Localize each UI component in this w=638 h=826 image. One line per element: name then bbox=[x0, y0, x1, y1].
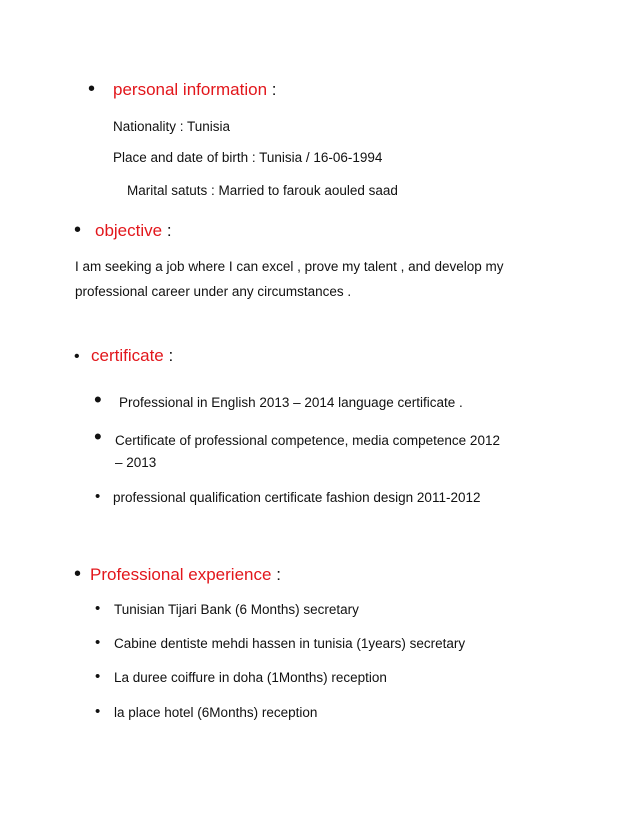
heading-colon: : bbox=[166, 221, 172, 240]
bullet-icon: • bbox=[95, 600, 101, 617]
experience-item: Cabine dentiste mehdi hassen in tunisia (1years) secretary bbox=[114, 636, 466, 651]
certificate-item-continuation: – 2013 bbox=[115, 455, 157, 470]
personal-information-heading bbox=[113, 80, 277, 100]
bullet-icon: • bbox=[95, 668, 101, 685]
heading-colon: : bbox=[271, 80, 277, 99]
professional-experience-title: Professional experience bbox=[90, 565, 272, 584]
experience-item: Tunisian Tijari Bank (6 Months) secretary bbox=[114, 602, 359, 617]
certificate-title: certificate bbox=[91, 346, 164, 365]
objective-text-line: professional career under any circumstances . bbox=[75, 284, 352, 299]
nationality-line: Nationality : Tunisia bbox=[113, 119, 231, 134]
bullet-icon: • bbox=[95, 703, 101, 720]
certificate-item: Certificate of professional competence, media competence 2012 bbox=[115, 433, 500, 448]
bullet-icon: • bbox=[95, 634, 101, 651]
experience-item: la place hotel (6Months) reception bbox=[114, 705, 318, 720]
bullet-icon: • bbox=[74, 219, 82, 241]
experience-item: La duree coiffure in doha (1Months) reception bbox=[114, 670, 387, 685]
marital-status-line: Marital satuts : Married to farouk aouled saad bbox=[127, 183, 398, 198]
personal-information-title: personal information bbox=[113, 80, 268, 99]
certificate-heading bbox=[91, 346, 173, 366]
bullet-icon: • bbox=[94, 424, 102, 449]
heading-colon: : bbox=[168, 346, 174, 365]
bullet-icon: • bbox=[95, 488, 101, 505]
bullet-icon: • bbox=[74, 563, 82, 585]
professional-experience-heading bbox=[90, 565, 281, 585]
heading-colon: : bbox=[276, 565, 281, 584]
certificate-item: professional qualification certificate fashion design 2011-2012 bbox=[113, 490, 481, 505]
bullet-icon: • bbox=[74, 348, 80, 365]
certificate-item: Professional in English 2013 – 2014 language certificate . bbox=[119, 395, 463, 410]
objective-text-line: I am seeking a job where I can excel , prove my talent , and develop my bbox=[75, 259, 504, 274]
objective-heading bbox=[95, 221, 172, 241]
bullet-icon: • bbox=[94, 387, 102, 412]
bullet-icon: • bbox=[88, 78, 96, 100]
birth-line: Place and date of birth : Tunisia / 16-06-1994 bbox=[113, 150, 383, 165]
objective-title: objective bbox=[95, 221, 163, 240]
